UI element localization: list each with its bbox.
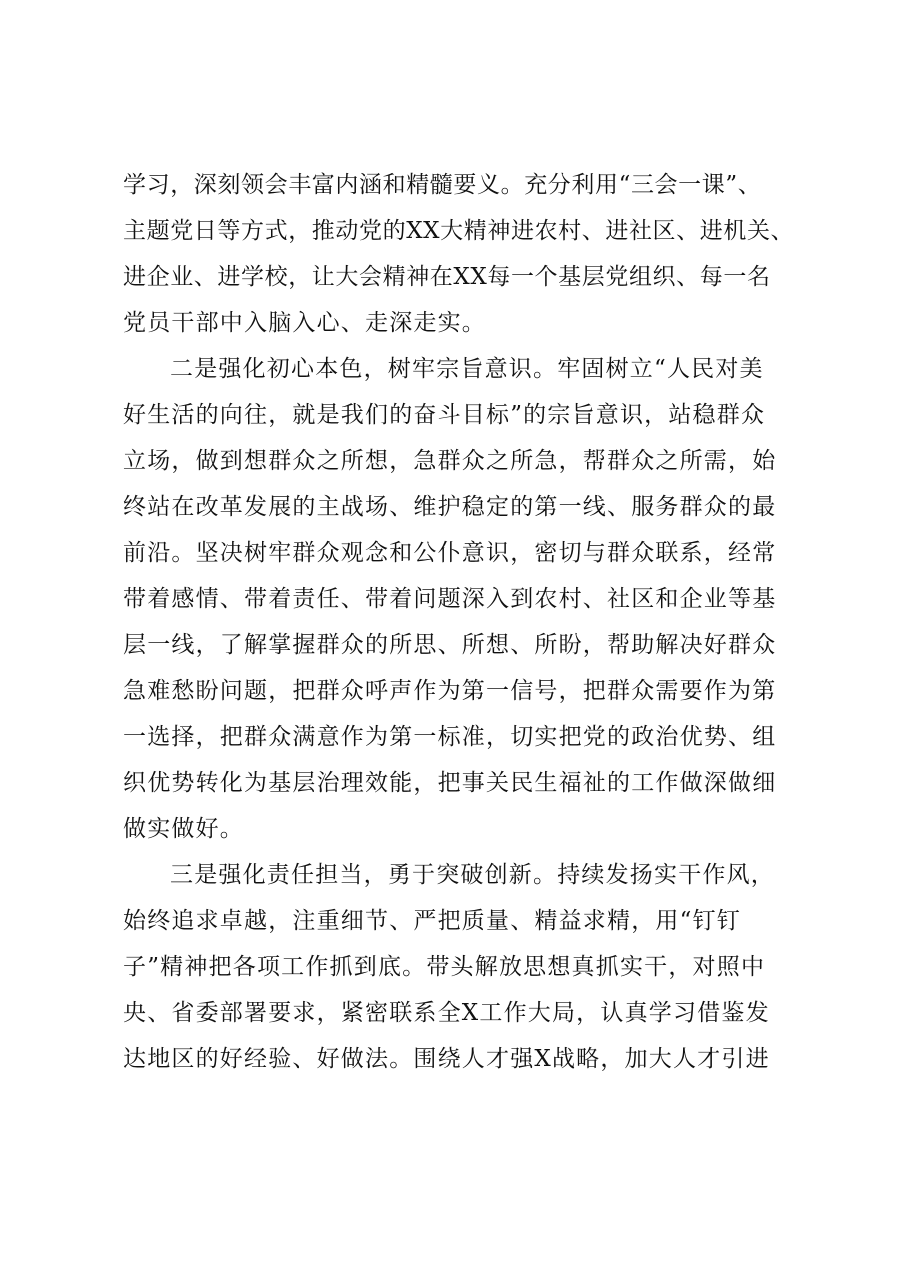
paragraph-start-line: 二是强化初心本色，树牢宗旨意识。牢固树立“人民对美: [170, 356, 764, 382]
text-line: 进企业、进学校，让大会精神在XX每一个基层党组织、每一名: [123, 264, 771, 290]
text-line: 主题党日等方式，推动党的XX大精神进农村、进社区、进机关、: [123, 218, 795, 244]
text-line: 立场，做到想群众之所想，急群众之所急，帮群众之所需，始: [123, 448, 777, 474]
text-line: 层一线，了解掌握群众的所思、所想、所盼，帮助解决好群众: [123, 632, 777, 658]
text-line: 前沿。坚决树牢群众观念和公仆意识，密切与群众联系，经常: [123, 540, 777, 566]
paragraph-start-line: 三是强化责任担当，勇于突破创新。持续发扬实干作风，: [170, 862, 775, 888]
document-body: [123, 168, 823, 1088]
text-line: 急难愁盼问题，把群众呼声作为第一信号，把群众需要作为第: [123, 678, 777, 704]
text-line: 学习，深刻领会丰富内涵和精髓要义。充分利用“三会一课”、: [123, 172, 762, 198]
text-line: 一选择，把群众满意作为第一标准，切实把党的政治优势、组: [123, 724, 777, 750]
text-line: 子”精神把各项工作抓到底。带头解放思想真抓实干，对照中: [123, 954, 766, 980]
text-line: 织优势转化为基层治理效能，把事关民生福祉的工作做深做细: [123, 770, 777, 796]
text-line: 好生活的向往，就是我们的奋斗目标”的宗旨意识，站稳群众: [123, 402, 766, 428]
text-line: 始终追求卓越，注重细节、严把质量、精益求精，用“钉钉: [123, 908, 741, 934]
text-line: 带着感情、带着责任、带着问题深入到农村、社区和企业等基: [123, 586, 777, 612]
text-line: 央、省委部署要求，紧密联系全X工作大局，认真学习借鉴发: [123, 1000, 770, 1026]
text-line: 达地区的好经验、好做法。围绕人才强X战略，加大人才引进: [123, 1046, 770, 1072]
text-line: 党员干部中入脑入心、走深走实。: [123, 310, 486, 336]
text-line: 做实做好。: [123, 816, 244, 842]
text-line: 终站在改革发展的主战场、维护稳定的第一线、服务群众的最: [123, 494, 777, 520]
